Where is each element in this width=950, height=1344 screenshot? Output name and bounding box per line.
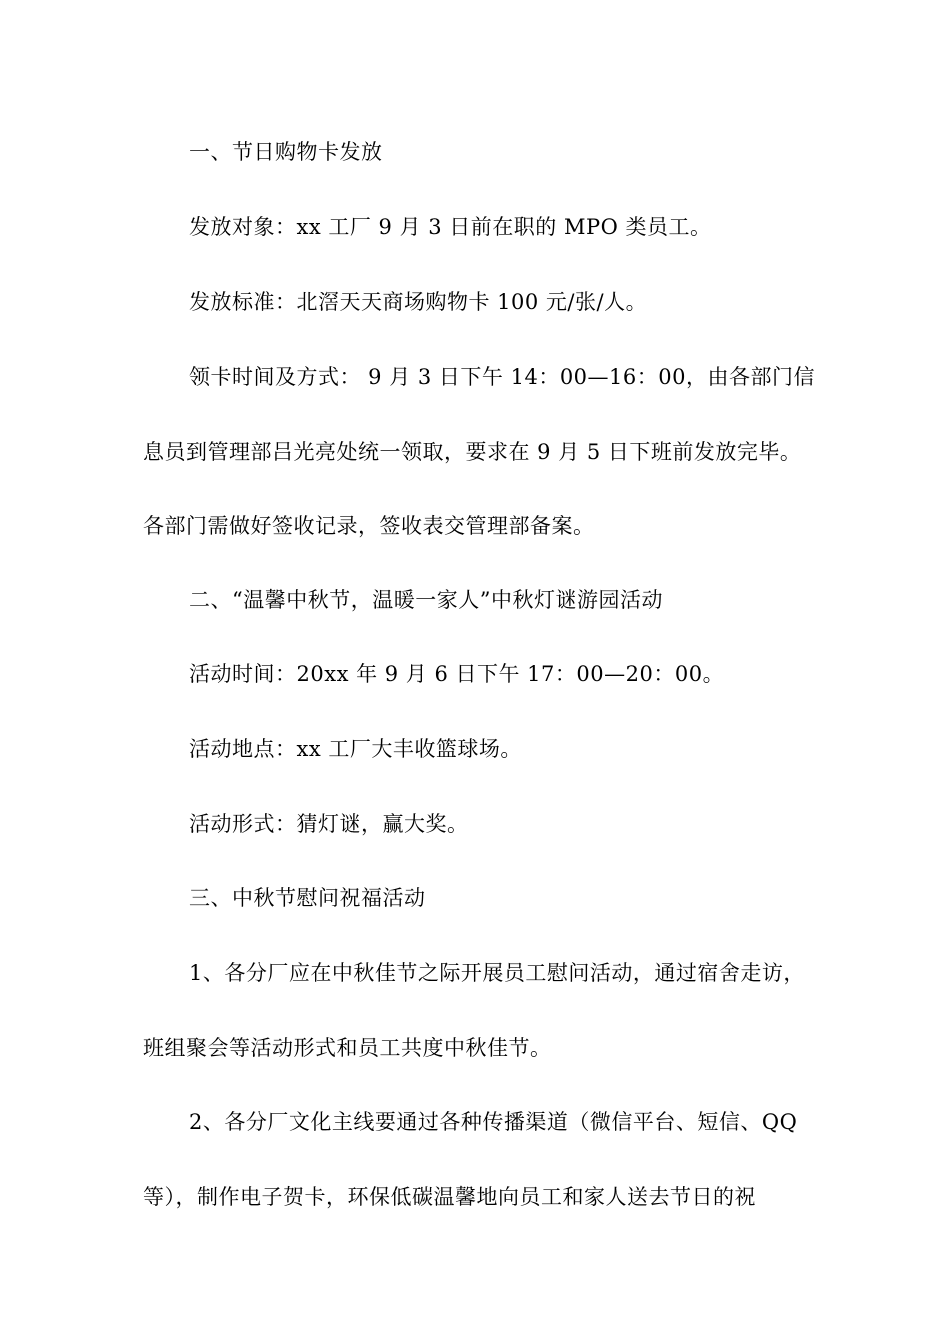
paragraph-collection-time: 领卡时间及方式： 9 月 3 日下午 14：00—16：00，由各部门信 [189, 365, 815, 389]
paragraph-issue-target: 发放对象：xx 工厂 9 月 3 日前在职的 MPO 类员工。 [189, 215, 712, 239]
section-heading-shopping-card: 一、节日购物卡发放 [189, 140, 383, 164]
paragraph-collection-time-cont: 息员到管理部吕光亮处统一领取，要求在 9 月 5 日下班前发放完毕。 [143, 440, 802, 464]
paragraph-activity-time: 活动时间：20xx 年 9 月 6 日下午 17：00—20：00。 [189, 662, 725, 686]
section-heading-greeting: 三、中秋节慰问祝福活动 [189, 886, 426, 910]
paragraph-issue-standard: 发放标准：北滘天天商场购物卡 100 元/张/人。 [189, 290, 648, 314]
paragraph-sign-record: 各部门需做好签收记录，签收表交管理部备案。 [143, 514, 595, 538]
paragraph-activity-form: 活动形式：猜灯谜，赢大奖。 [189, 812, 469, 836]
paragraph-activity-place: 活动地点：xx 工厂大丰收篮球场。 [189, 737, 522, 761]
section-heading-lantern-riddle: 二、“温馨中秋节，温暖一家人”中秋灯谜游园活动 [189, 588, 663, 612]
paragraph-item-1-cont: 班组聚会等活动形式和员工共度中秋佳节。 [143, 1036, 552, 1060]
paragraph-item-2-cont: 等），制作电子贺卡，环保低碳温馨地向员工和家人送去节日的祝 [143, 1185, 756, 1209]
paragraph-item-2: 2、各分厂文化主线要通过各种传播渠道（微信平台、短信、QQ [189, 1110, 798, 1134]
paragraph-item-1: 1、各分厂应在中秋佳节之际开展员工慰问活动，通过宿舍走访， [189, 961, 805, 985]
